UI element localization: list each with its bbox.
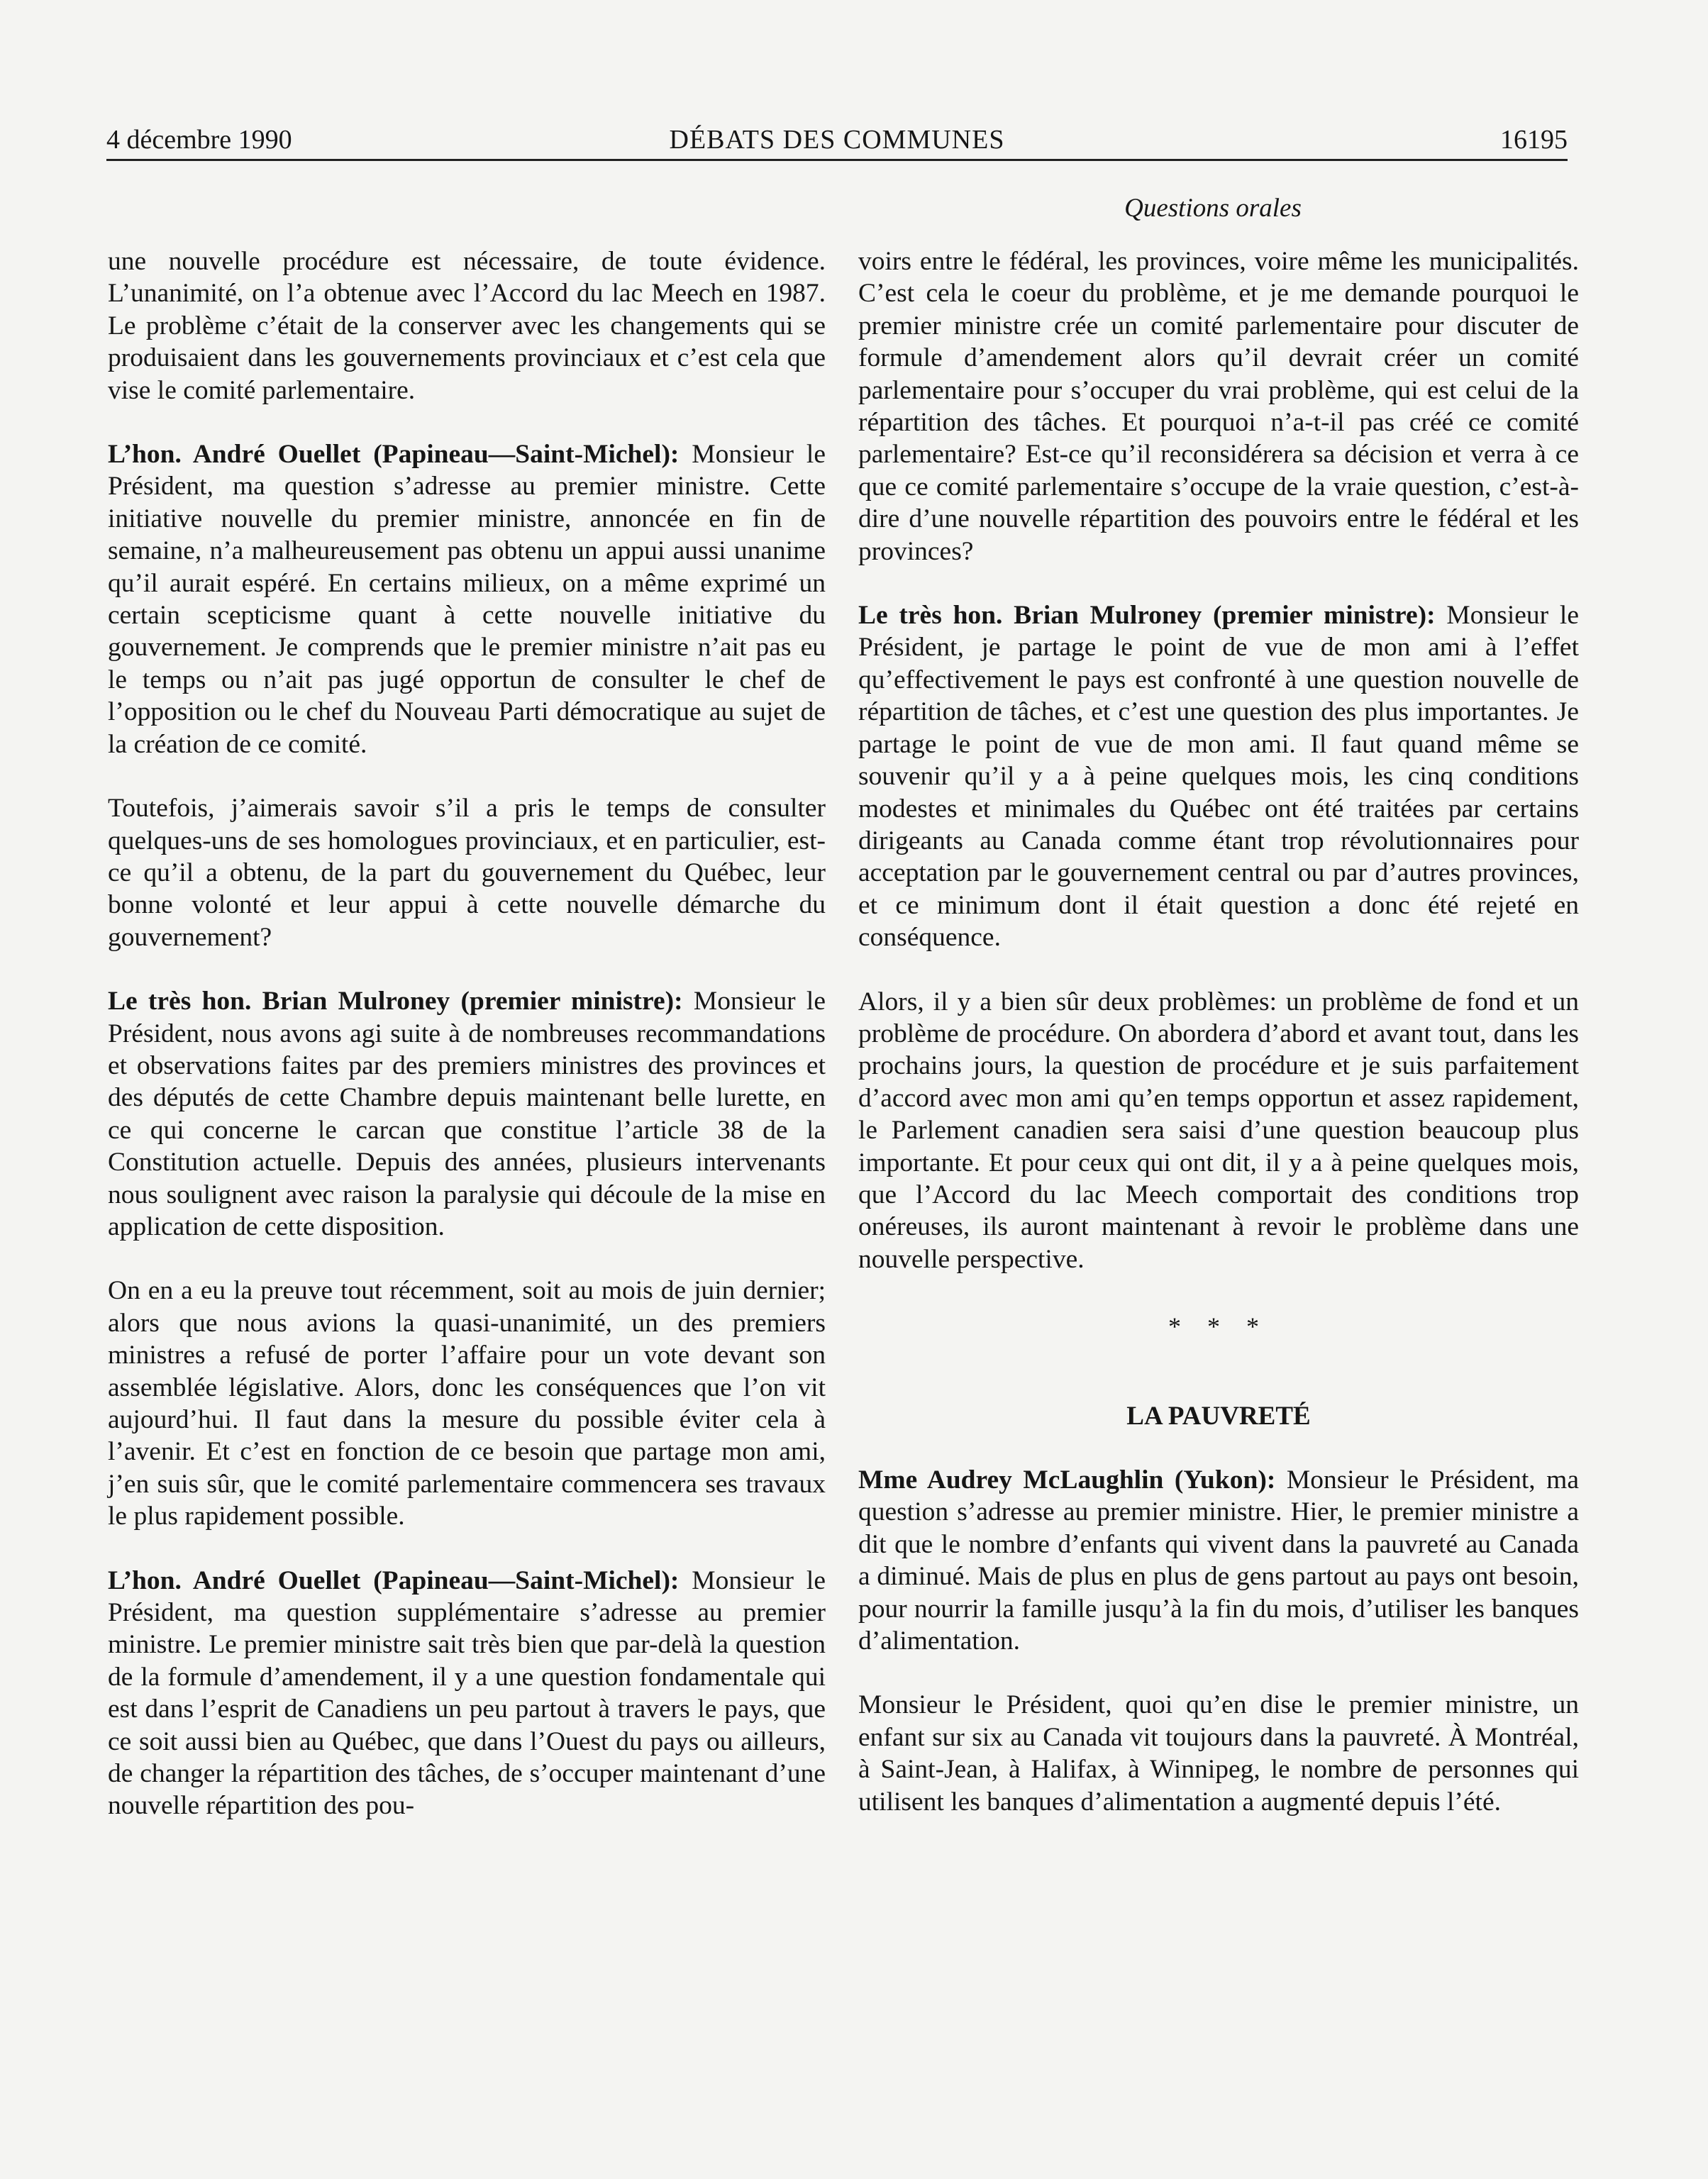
paragraph: On en a eu la preuve tout récemment, soit au mois de juin dernier; alors que nous avions la quasi-unanimité, un des premiers ministres a refusé de porter l’affaire pour un vote devant son assemblée législative. Alors, donc les conséquences que l’on vit aujourd’hui. Il faut dans la mesure du possible éviter cela à l’avenir. Et c’est en fonction de ce besoin que partage mon ami, j’en suis sûr, que le comité parlementaire commencera ses travaux le plus rapidement possible. [108,1276,826,1531]
page-number: 16195 [1500,125,1568,155]
speech-text: Monsieur le Président, ma question supplémentaire s’adresse au premier ministre. Le premier ministre sait très bien que par-delà la question de la formule d’amendement, il y a une question fondamentale qui est dans l’esprit de Canadiens un peu partout à travers le pays, que ce soit aussi bien au Québec, que dans l’Ouest du pays ou ailleurs, de changer la répartition des tâches, de s’occuper maintenant d’une nouvelle répartition des pou- [108,1565,826,1821]
paragraph [858,599,1579,953]
paragraph: une nouvelle procédure est nécessaire, de toute évidence. L’unanimité, on l’a obtenue avec l’Accord du lac Meech en 1987. Le problème c’était de la conserver avec les changements qui se produisaient dans les gouvernements provinciaux et c’est cela que vise le comité parlementaire. [108,247,826,405]
paragraph: voirs entre le fédéral, les provinces, voire même les municipalités. C’est cela le coeur du problème, et je me demande pourquoi le premier ministre crée un comité parlementaire pour discuter de formule d’amendement alors qu’il devrait créer un comité parlementaire pour s’occuper du vrai problème, qui est celui de la répartition des tâches. Et pourquoi n’a-t-il pas créé ce comité parlementaire? Est-ce qu’il reconsidérera sa décision et verra à ce que ce comité parlementaire s’occupe de la vraie question, c’est-à-dire d’une nouvelle répartition des pouvoirs entre le fédéral et les provinces? [858,247,1579,566]
header-date: 4 décembre 1990 [106,125,292,155]
speaker-name: Le très hon. Brian Mulroney (premier ministre): [858,601,1436,631]
paragraph [858,1464,1579,1657]
paragraph [108,438,826,760]
speech-text: Monsieur le Président, ma question s’adresse au premier ministre. Cette initiative nouvelle du premier ministre, annoncée en fin de semaine, n’a malheureusement pas obtenu un appui aussi unanime qu’il aurait espéré. En certains milieux, on a même exprimé un certain scepticisme quant à cette nouvelle initiative du gouvernement. Je comprends que le premier ministre n’ait pas eu le temps ou n’ait pas jugé opportun de consulter le chef de l’opposition ou le chef du Nouveau Parti démocratique au sujet de la création de ce comité. [108,440,826,759]
paragraph [108,1565,826,1822]
speaker-name: Le très hon. Brian Mulroney (premier ministre): [108,987,683,1016]
left-column [108,245,826,1854]
paragraph [108,985,826,1243]
speaker-name: L’hon. André Ouellet (Papineau—Saint-Michel): [108,440,680,470]
section-title: Questions orales [1124,194,1302,223]
speech-text: Monsieur le Président, ma question s’adresse au premier ministre. Hier, le premier ministre a dit que le nombre d’enfants qui vivent dans la pauvreté au Canada a diminué. Mais de plus en plus de gens partout au pays ont besoin, pour nourrir la famille jusqu’à la fin du mois, d’utiliser les banques d’alimentation. [858,1465,1579,1656]
page-header [106,118,1568,162]
speech-text: Monsieur le Président, je partage le point de vue de mon ami à l’effet qu’effectivement le pays est confronté à une question nouvelle de répartition de tâches, et c’est une question des plus importantes. Je partage le point de vue de mon ami. Il faut quand même se souvenir qu’il y a à peine quelques mois, les cinq conditions modestes et minimales du Québec ont été traitées par certains dirigeants au Canada comme étant trop révolutionnaires pour acceptation par le gouvernement central ou par d’autres provinces, et ce minimum dont il était question a donc été rejeté en conséquence. [858,601,1579,953]
speaker-name: L’hon. André Ouellet (Papineau—Saint-Michel): [108,1565,680,1595]
speech-text: Monsieur le Président, nous avons agi suite à de nombreuses recommandations et observations faites par des premiers ministres des provinces et des députés de cette Chambre depuis maintenant belle lurette, en ce qui concerne le carcan que constitue l’article 38 de la Constitution actuelle. Depuis des années, plusieurs intervenants nous soulignent avec raison la paralysie qui découle de la mise en application de cette disposition. [108,987,826,1241]
right-column [858,245,1579,1850]
header-rule [106,159,1568,161]
subject-heading: LA PAUVRETÉ [1126,1401,1311,1431]
paragraph: Alors, il y a bien sûr deux problèmes: un problème de fond et un problème de procédure. On abordera d’abord et avant tout, dans les prochains jours, la question de procédure et je suis parfaitement d’accord avec mon ami qu’en temps opportun et assez rapidement, le Parlement canadien sera saisi d’une question beaucoup plus importante. Et pour ceux qui ont dit, il y a à peine quelques mois, que l’Accord du lac Meech comportait des conditions trop onéreuses, ils auront maintenant à revoir le problème dans une nouvelle perspective. [858,987,1579,1274]
publication-title: DÉBATS DES COMMUNES [669,125,1005,155]
speaker-name: Mme Audrey McLaughlin (Yukon): [858,1465,1276,1495]
section-separator: * * * [1168,1312,1269,1341]
paragraph: Toutefois, j’aimerais savoir s’il a pris le temps de consulter quelques-uns de ses homologues provinciaux, et en particulier, est-ce qu’il a obtenu, de la part du gouvernement du Québec, leur bonne volonté et leur appui à cette nouvelle démarche du gouvernement? [108,794,826,952]
paragraph: Monsieur le Président, quoi qu’en dise le premier ministre, un enfant sur six au Canada vit toujours dans la pauvreté. À Montréal, à Saint-Jean, à Halifax, à Winnipeg, le nombre de personnes qui utilisent les banques d’alimentation a augmenté depuis l’été. [858,1690,1579,1817]
